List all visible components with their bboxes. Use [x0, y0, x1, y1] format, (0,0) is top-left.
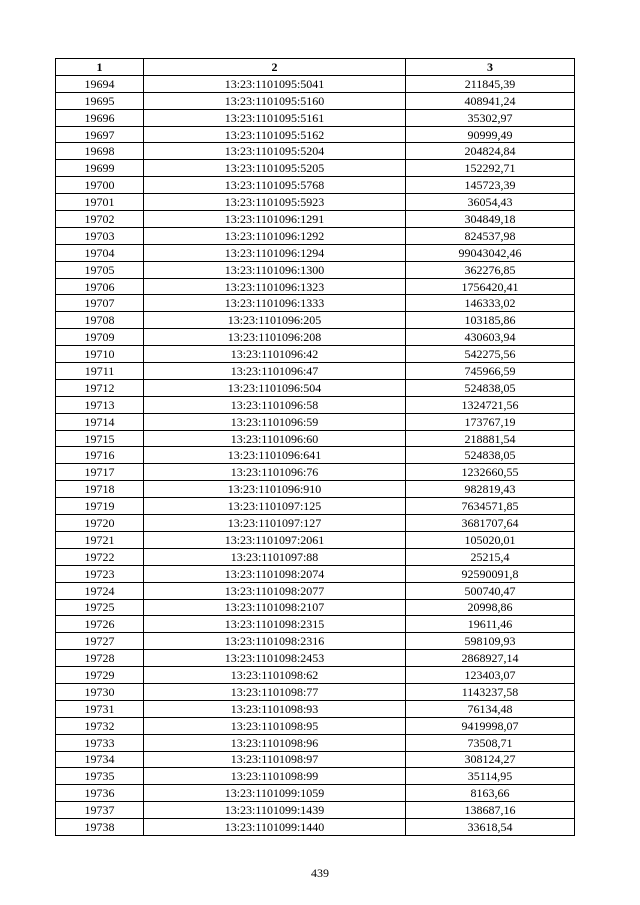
value-cell: 8163,66: [406, 785, 575, 802]
cadastral-number-cell: 13:23:1101097:127: [144, 515, 406, 532]
row-number-cell: 19703: [56, 227, 144, 244]
value-cell: 362276,85: [406, 261, 575, 278]
row-number-cell: 19727: [56, 633, 144, 650]
cadastral-number-cell: 13:23:1101098:96: [144, 734, 406, 751]
table-row: [56, 396, 575, 413]
table-row: [56, 515, 575, 532]
value-cell: 745966,59: [406, 363, 575, 380]
row-number-cell: 19695: [56, 92, 144, 109]
value-cell: 123403,07: [406, 667, 575, 684]
cadastral-number-cell: 13:23:1101096:910: [144, 481, 406, 498]
row-number-cell: 19731: [56, 700, 144, 717]
cadastral-number-cell: 13:23:1101095:5162: [144, 126, 406, 143]
table-row: [56, 498, 575, 515]
cadastral-number-cell: 13:23:1101095:5160: [144, 92, 406, 109]
row-number-cell: 19712: [56, 379, 144, 396]
row-number-cell: 19718: [56, 481, 144, 498]
table-row: [56, 616, 575, 633]
value-cell: 145723,39: [406, 177, 575, 194]
cadastral-number-cell: 13:23:1101098:95: [144, 717, 406, 734]
table-row: [56, 700, 575, 717]
table-row: [56, 599, 575, 616]
row-number-cell: 19737: [56, 802, 144, 819]
row-number-cell: 19720: [56, 515, 144, 532]
row-number-cell: 19729: [56, 667, 144, 684]
value-cell: 542275,56: [406, 346, 575, 363]
row-number-cell: 19735: [56, 768, 144, 785]
value-cell: 308124,27: [406, 751, 575, 768]
table-row: [56, 565, 575, 582]
value-cell: 2868927,14: [406, 650, 575, 667]
value-cell: 92590091,8: [406, 565, 575, 582]
table-row: [56, 768, 575, 785]
value-cell: 824537,98: [406, 227, 575, 244]
table-row: [56, 802, 575, 819]
table-row: [56, 447, 575, 464]
cadastral-number-cell: 13:23:1101096:1292: [144, 227, 406, 244]
value-cell: 138687,16: [406, 802, 575, 819]
cadastral-number-cell: 13:23:1101096:58: [144, 396, 406, 413]
cadastral-number-cell: 13:23:1101095:5923: [144, 194, 406, 211]
value-cell: 1232660,55: [406, 464, 575, 481]
row-number-cell: 19725: [56, 599, 144, 616]
cadastral-number-cell: 13:23:1101096:641: [144, 447, 406, 464]
value-cell: 99043042,46: [406, 244, 575, 261]
row-number-cell: 19710: [56, 346, 144, 363]
value-cell: 211845,39: [406, 75, 575, 92]
column-header: 2: [144, 59, 406, 76]
row-number-cell: 19705: [56, 261, 144, 278]
cadastral-number-cell: 13:23:1101097:2061: [144, 531, 406, 548]
cadastral-number-cell: 13:23:1101095:5204: [144, 143, 406, 160]
row-number-cell: 19707: [56, 295, 144, 312]
row-number-cell: 19719: [56, 498, 144, 515]
cadastral-number-cell: 13:23:1101096:59: [144, 413, 406, 430]
cadastral-number-cell: 13:23:1101098:93: [144, 700, 406, 717]
cadastral-number-cell: 13:23:1101098:2316: [144, 633, 406, 650]
row-number-cell: 19714: [56, 413, 144, 430]
row-number-cell: 19734: [56, 751, 144, 768]
row-number-cell: 19732: [56, 717, 144, 734]
row-number-cell: 19706: [56, 278, 144, 295]
table-row: [56, 109, 575, 126]
cadastral-number-cell: 13:23:1101095:5768: [144, 177, 406, 194]
table-row: [56, 819, 575, 836]
table-row: [56, 295, 575, 312]
cadastral-number-cell: 13:23:1101098:77: [144, 683, 406, 700]
value-cell: 3681707,64: [406, 515, 575, 532]
value-cell: 218881,54: [406, 430, 575, 447]
value-cell: 33618,54: [406, 819, 575, 836]
value-cell: 9419998,07: [406, 717, 575, 734]
cadastral-number-cell: 13:23:1101096:208: [144, 329, 406, 346]
value-cell: 173767,19: [406, 413, 575, 430]
table-row: [56, 329, 575, 346]
value-cell: 76134,48: [406, 700, 575, 717]
value-cell: 1324721,56: [406, 396, 575, 413]
row-number-cell: 19733: [56, 734, 144, 751]
value-cell: 430603,94: [406, 329, 575, 346]
data-table: [55, 58, 575, 836]
value-cell: 408941,24: [406, 92, 575, 109]
table-row: [56, 582, 575, 599]
value-cell: 1143237,58: [406, 683, 575, 700]
table-row: [56, 413, 575, 430]
row-number-cell: 19724: [56, 582, 144, 599]
row-number-cell: 19736: [56, 785, 144, 802]
row-number-cell: 19708: [56, 312, 144, 329]
value-cell: 73508,71: [406, 734, 575, 751]
value-cell: 103185,86: [406, 312, 575, 329]
table-row: [56, 785, 575, 802]
value-cell: 204824,84: [406, 143, 575, 160]
table-row: [56, 261, 575, 278]
cadastral-number-cell: 13:23:1101099:1440: [144, 819, 406, 836]
table-row: [56, 194, 575, 211]
value-cell: 524838,05: [406, 447, 575, 464]
table-row: [56, 278, 575, 295]
row-number-cell: 19711: [56, 363, 144, 380]
table-row: [56, 126, 575, 143]
row-number-cell: 19728: [56, 650, 144, 667]
table-row: [56, 363, 575, 380]
row-number-cell: 19738: [56, 819, 144, 836]
value-cell: 598109,93: [406, 633, 575, 650]
table-body: [56, 75, 575, 835]
cadastral-number-cell: 13:23:1101096:1333: [144, 295, 406, 312]
value-cell: 19611,46: [406, 616, 575, 633]
cadastral-number-cell: 13:23:1101096:60: [144, 430, 406, 447]
cadastral-number-cell: 13:23:1101099:1439: [144, 802, 406, 819]
cadastral-number-cell: 13:23:1101095:5161: [144, 109, 406, 126]
row-number-cell: 19700: [56, 177, 144, 194]
row-number-cell: 19709: [56, 329, 144, 346]
row-number-cell: 19699: [56, 160, 144, 177]
value-cell: 35114,95: [406, 768, 575, 785]
row-number-cell: 19701: [56, 194, 144, 211]
table-row: [56, 75, 575, 92]
table-row: [56, 650, 575, 667]
row-number-cell: 19721: [56, 531, 144, 548]
row-number-cell: 19723: [56, 565, 144, 582]
table-row: [56, 177, 575, 194]
cadastral-number-cell: 13:23:1101096:1291: [144, 211, 406, 228]
cadastral-number-cell: 13:23:1101097:88: [144, 548, 406, 565]
row-number-cell: 19717: [56, 464, 144, 481]
cadastral-number-cell: 13:23:1101096:504: [144, 379, 406, 396]
row-number-cell: 19704: [56, 244, 144, 261]
row-number-cell: 19715: [56, 430, 144, 447]
row-number-cell: 19730: [56, 683, 144, 700]
cadastral-number-cell: 13:23:1101096:47: [144, 363, 406, 380]
cadastral-number-cell: 13:23:1101099:1059: [144, 785, 406, 802]
cadastral-number-cell: 13:23:1101096:1294: [144, 244, 406, 261]
cadastral-number-cell: 13:23:1101096:42: [144, 346, 406, 363]
value-cell: 304849,18: [406, 211, 575, 228]
table-row: [56, 464, 575, 481]
value-cell: 7634571,85: [406, 498, 575, 515]
table-row: [56, 717, 575, 734]
cadastral-number-cell: 13:23:1101095:5205: [144, 160, 406, 177]
row-number-cell: 19696: [56, 109, 144, 126]
value-cell: 25215,4: [406, 548, 575, 565]
table-row: [56, 379, 575, 396]
value-cell: 500740,47: [406, 582, 575, 599]
table-row: [56, 531, 575, 548]
row-number-cell: 19698: [56, 143, 144, 160]
value-cell: 35302,97: [406, 109, 575, 126]
cadastral-number-cell: 13:23:1101098:2315: [144, 616, 406, 633]
value-cell: 105020,01: [406, 531, 575, 548]
header-row: [56, 59, 575, 76]
table-row: [56, 160, 575, 177]
row-number-cell: 19716: [56, 447, 144, 464]
value-cell: 524838,05: [406, 379, 575, 396]
table-row: [56, 346, 575, 363]
table-row: [56, 92, 575, 109]
table-row: [56, 633, 575, 650]
column-header: 1: [56, 59, 144, 76]
table-row: [56, 227, 575, 244]
value-cell: 90999,49: [406, 126, 575, 143]
cadastral-number-cell: 13:23:1101098:2074: [144, 565, 406, 582]
cadastral-number-cell: 13:23:1101098:2107: [144, 599, 406, 616]
row-number-cell: 19713: [56, 396, 144, 413]
table-row: [56, 734, 575, 751]
page-number: 439: [311, 866, 329, 880]
value-cell: 146333,02: [406, 295, 575, 312]
cadastral-number-cell: 13:23:1101097:125: [144, 498, 406, 515]
table-row: [56, 667, 575, 684]
value-cell: 36054,43: [406, 194, 575, 211]
table-row: [56, 143, 575, 160]
table-row: [56, 211, 575, 228]
value-cell: 982819,43: [406, 481, 575, 498]
table-row: [56, 683, 575, 700]
cadastral-number-cell: 13:23:1101096:1323: [144, 278, 406, 295]
cadastral-number-cell: 13:23:1101096:1300: [144, 261, 406, 278]
table-row: [56, 312, 575, 329]
cadastral-number-cell: 13:23:1101098:2077: [144, 582, 406, 599]
row-number-cell: 19726: [56, 616, 144, 633]
row-number-cell: 19694: [56, 75, 144, 92]
table-row: [56, 244, 575, 261]
row-number-cell: 19697: [56, 126, 144, 143]
table-row: [56, 751, 575, 768]
table-row: [56, 481, 575, 498]
row-number-cell: 19702: [56, 211, 144, 228]
cadastral-number-cell: 13:23:1101096:76: [144, 464, 406, 481]
value-cell: 152292,71: [406, 160, 575, 177]
cadastral-number-cell: 13:23:1101098:99: [144, 768, 406, 785]
row-number-cell: 19722: [56, 548, 144, 565]
cadastral-number-cell: 13:23:1101098:62: [144, 667, 406, 684]
value-cell: 20998,86: [406, 599, 575, 616]
cadastral-number-cell: 13:23:1101098:97: [144, 751, 406, 768]
table-row: [56, 548, 575, 565]
table-row: [56, 430, 575, 447]
cadastral-number-cell: 13:23:1101095:5041: [144, 75, 406, 92]
cadastral-number-cell: 13:23:1101096:205: [144, 312, 406, 329]
value-cell: 1756420,41: [406, 278, 575, 295]
cadastral-number-cell: 13:23:1101098:2453: [144, 650, 406, 667]
column-header: 3: [406, 59, 575, 76]
